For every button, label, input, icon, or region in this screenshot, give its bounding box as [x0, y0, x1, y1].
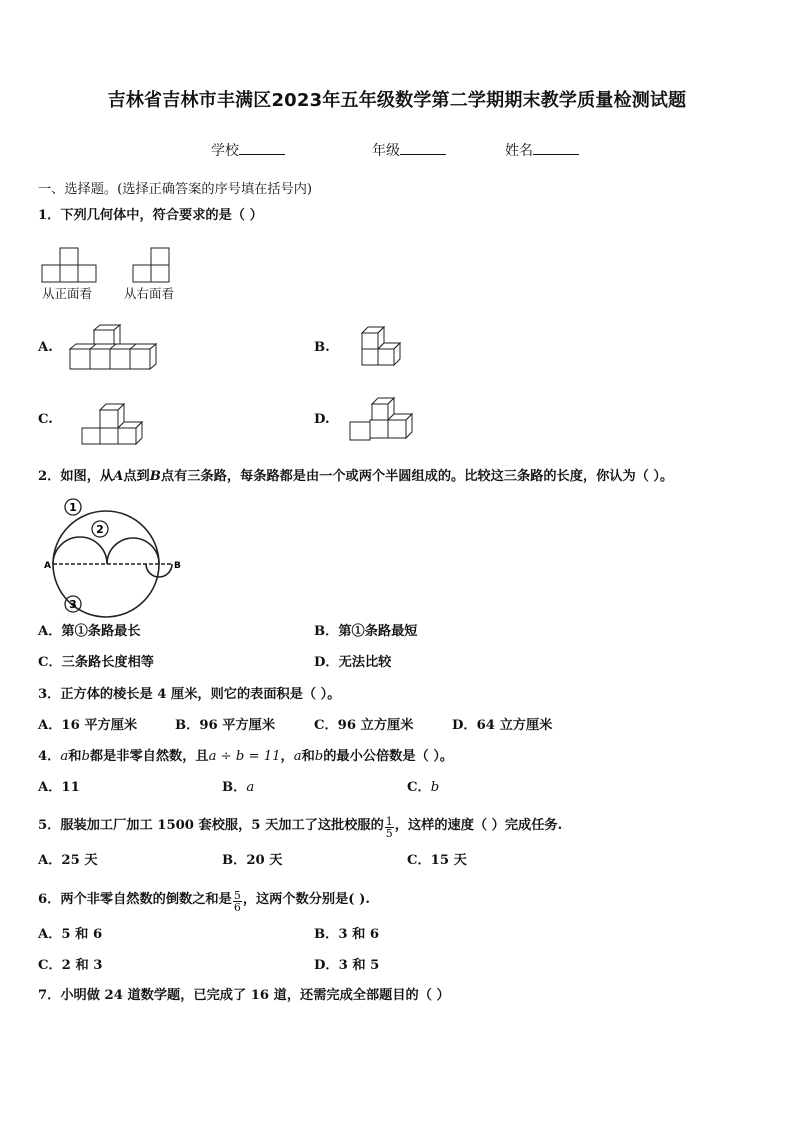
q6-stem [38, 890, 370, 913]
q2-fig-point-b: B [174, 561, 181, 571]
q2-option-d[interactable]: D．无法比较 [314, 655, 392, 670]
q4-var-a-2: a [293, 749, 302, 764]
q1-right-caption: 从右面看 [124, 286, 175, 301]
q3-stem: 3．正方体的棱长是 4 厘米，则它的表面积是（ ）。 [38, 687, 341, 702]
q4-text2: 的最小公倍数是（ ）。 [323, 749, 454, 764]
exam-title: 吉林省吉林市丰满区2023年五年级数学第二学期期末教学质量检测试题 [107, 90, 687, 111]
q4-option-a[interactable]: A．11 [38, 780, 80, 795]
name-blank[interactable] [533, 141, 579, 155]
q1-option-a-figure [70, 324, 160, 374]
q4-comma: ， [280, 749, 294, 764]
q1-front-view-figure [42, 247, 102, 285]
q2-path3-label: 3 [69, 598, 77, 611]
q3-option-b[interactable]: B．96 平方厘米 [175, 718, 276, 733]
q2-point-a: A [113, 469, 124, 484]
q6-stem-pre: 6．两个非零自然数的倒数之和是 [38, 892, 232, 907]
school-label: 学校 [211, 143, 239, 159]
name-field[interactable] [505, 140, 579, 160]
q4-option-c-prefix: C． [407, 780, 431, 795]
school-blank[interactable] [239, 141, 285, 155]
q5-option-b[interactable]: B．20 天 [222, 853, 283, 868]
q1-stem: 1．下列几何体中，符合要求的是（ ） [38, 208, 263, 223]
section-heading: 一、选择题。(选择正确答案的序号填在括号内) [38, 182, 313, 197]
q4-option-c-var: b [430, 780, 440, 795]
q2-path1-label: 1 [69, 501, 77, 514]
q7-stem: 7．小明做 24 道数学题，已完成了 16 道，还需完成全部题目的（ ） [38, 988, 450, 1003]
q6-fraction [233, 890, 242, 913]
q5-stem-pre: 5．服装加工厂加工 1500 套校服，5 天加工了这批校服的 [38, 818, 384, 833]
q5-option-a[interactable]: A．25 天 [38, 853, 98, 868]
q5-option-c[interactable]: C．15 天 [407, 853, 467, 868]
q1-option-b-figure [354, 325, 404, 371]
q6-fraction-numerator: 5 [233, 889, 241, 902]
q2-option-b[interactable]: B．第①条路最短 [314, 624, 418, 639]
q5-fraction-denominator: 5 [385, 827, 393, 840]
q6-option-c[interactable]: C．2 和 3 [38, 958, 103, 973]
q5-stem-post: ，这样的速度（ ）完成任务. [394, 818, 563, 833]
q5-fraction-numerator: 1 [385, 815, 393, 828]
q1-option-a-label[interactable]: A. [38, 340, 53, 355]
q4-option-b[interactable] [222, 780, 254, 796]
q6-option-d[interactable]: D．3 和 5 [314, 958, 380, 973]
q4-and: 和 [68, 749, 82, 764]
q1-option-c-figure [82, 402, 144, 446]
q2-path2-label: 2 [96, 523, 104, 536]
q1-option-d-figure [350, 396, 416, 444]
q2-stem-post: 点有三条路，每条路都是由一个或两个半圆组成的。比较这三条路的长度，你认为（ ）。 [160, 469, 674, 484]
q1-option-d-label[interactable]: D. [314, 412, 330, 427]
q4-var-a: a [60, 749, 69, 764]
q2-stem-pre: 2．如图，从 [38, 469, 114, 484]
q5-stem [38, 816, 562, 839]
q2-point-b: B [149, 469, 161, 484]
q4-var-b-2: b [314, 749, 324, 764]
q1-option-c-label[interactable]: C. [38, 412, 53, 427]
q3-option-d[interactable]: D．64 立方厘米 [452, 718, 553, 733]
q6-fraction-denominator: 6 [233, 901, 241, 914]
q2-option-a[interactable]: A．第①条路最长 [38, 624, 141, 639]
q3-option-a[interactable]: A．16 平方厘米 [38, 718, 138, 733]
q4-option-b-var: a [246, 780, 255, 795]
q2-stem [38, 469, 673, 485]
q4-number: 4． [38, 749, 61, 764]
q4-expression: a ÷ b = 11 [208, 749, 281, 764]
name-label: 姓名 [505, 143, 533, 159]
q6-option-a[interactable]: A．5 和 6 [38, 927, 103, 942]
q4-text1: 都是非零自然数，且 [89, 749, 209, 764]
q4-and-2: 和 [301, 749, 315, 764]
q2-stem-mid: 点到 [123, 469, 150, 484]
q2-fig-point-a: A [44, 561, 51, 571]
q1-option-b-label[interactable]: B. [314, 340, 330, 355]
grade-field[interactable] [372, 140, 446, 160]
grade-blank[interactable] [400, 141, 446, 155]
q4-option-b-prefix: B． [222, 780, 247, 795]
q2-option-c[interactable]: C．三条路长度相等 [38, 655, 154, 670]
q2-semicircle-figure [40, 495, 190, 615]
q1-front-caption: 从正面看 [42, 286, 93, 301]
q4-stem [38, 749, 453, 765]
q6-option-b[interactable]: B．3 和 6 [314, 927, 380, 942]
q5-fraction [385, 816, 394, 839]
q4-var-b: b [81, 749, 90, 764]
q1-right-view-figure [133, 247, 173, 285]
grade-label: 年级 [372, 143, 400, 159]
q4-option-c[interactable] [407, 780, 439, 796]
school-field[interactable] [211, 140, 285, 160]
q3-option-c[interactable]: C．96 立方厘米 [314, 718, 414, 733]
q6-stem-post: ，这两个数分别是( ). [242, 892, 370, 907]
